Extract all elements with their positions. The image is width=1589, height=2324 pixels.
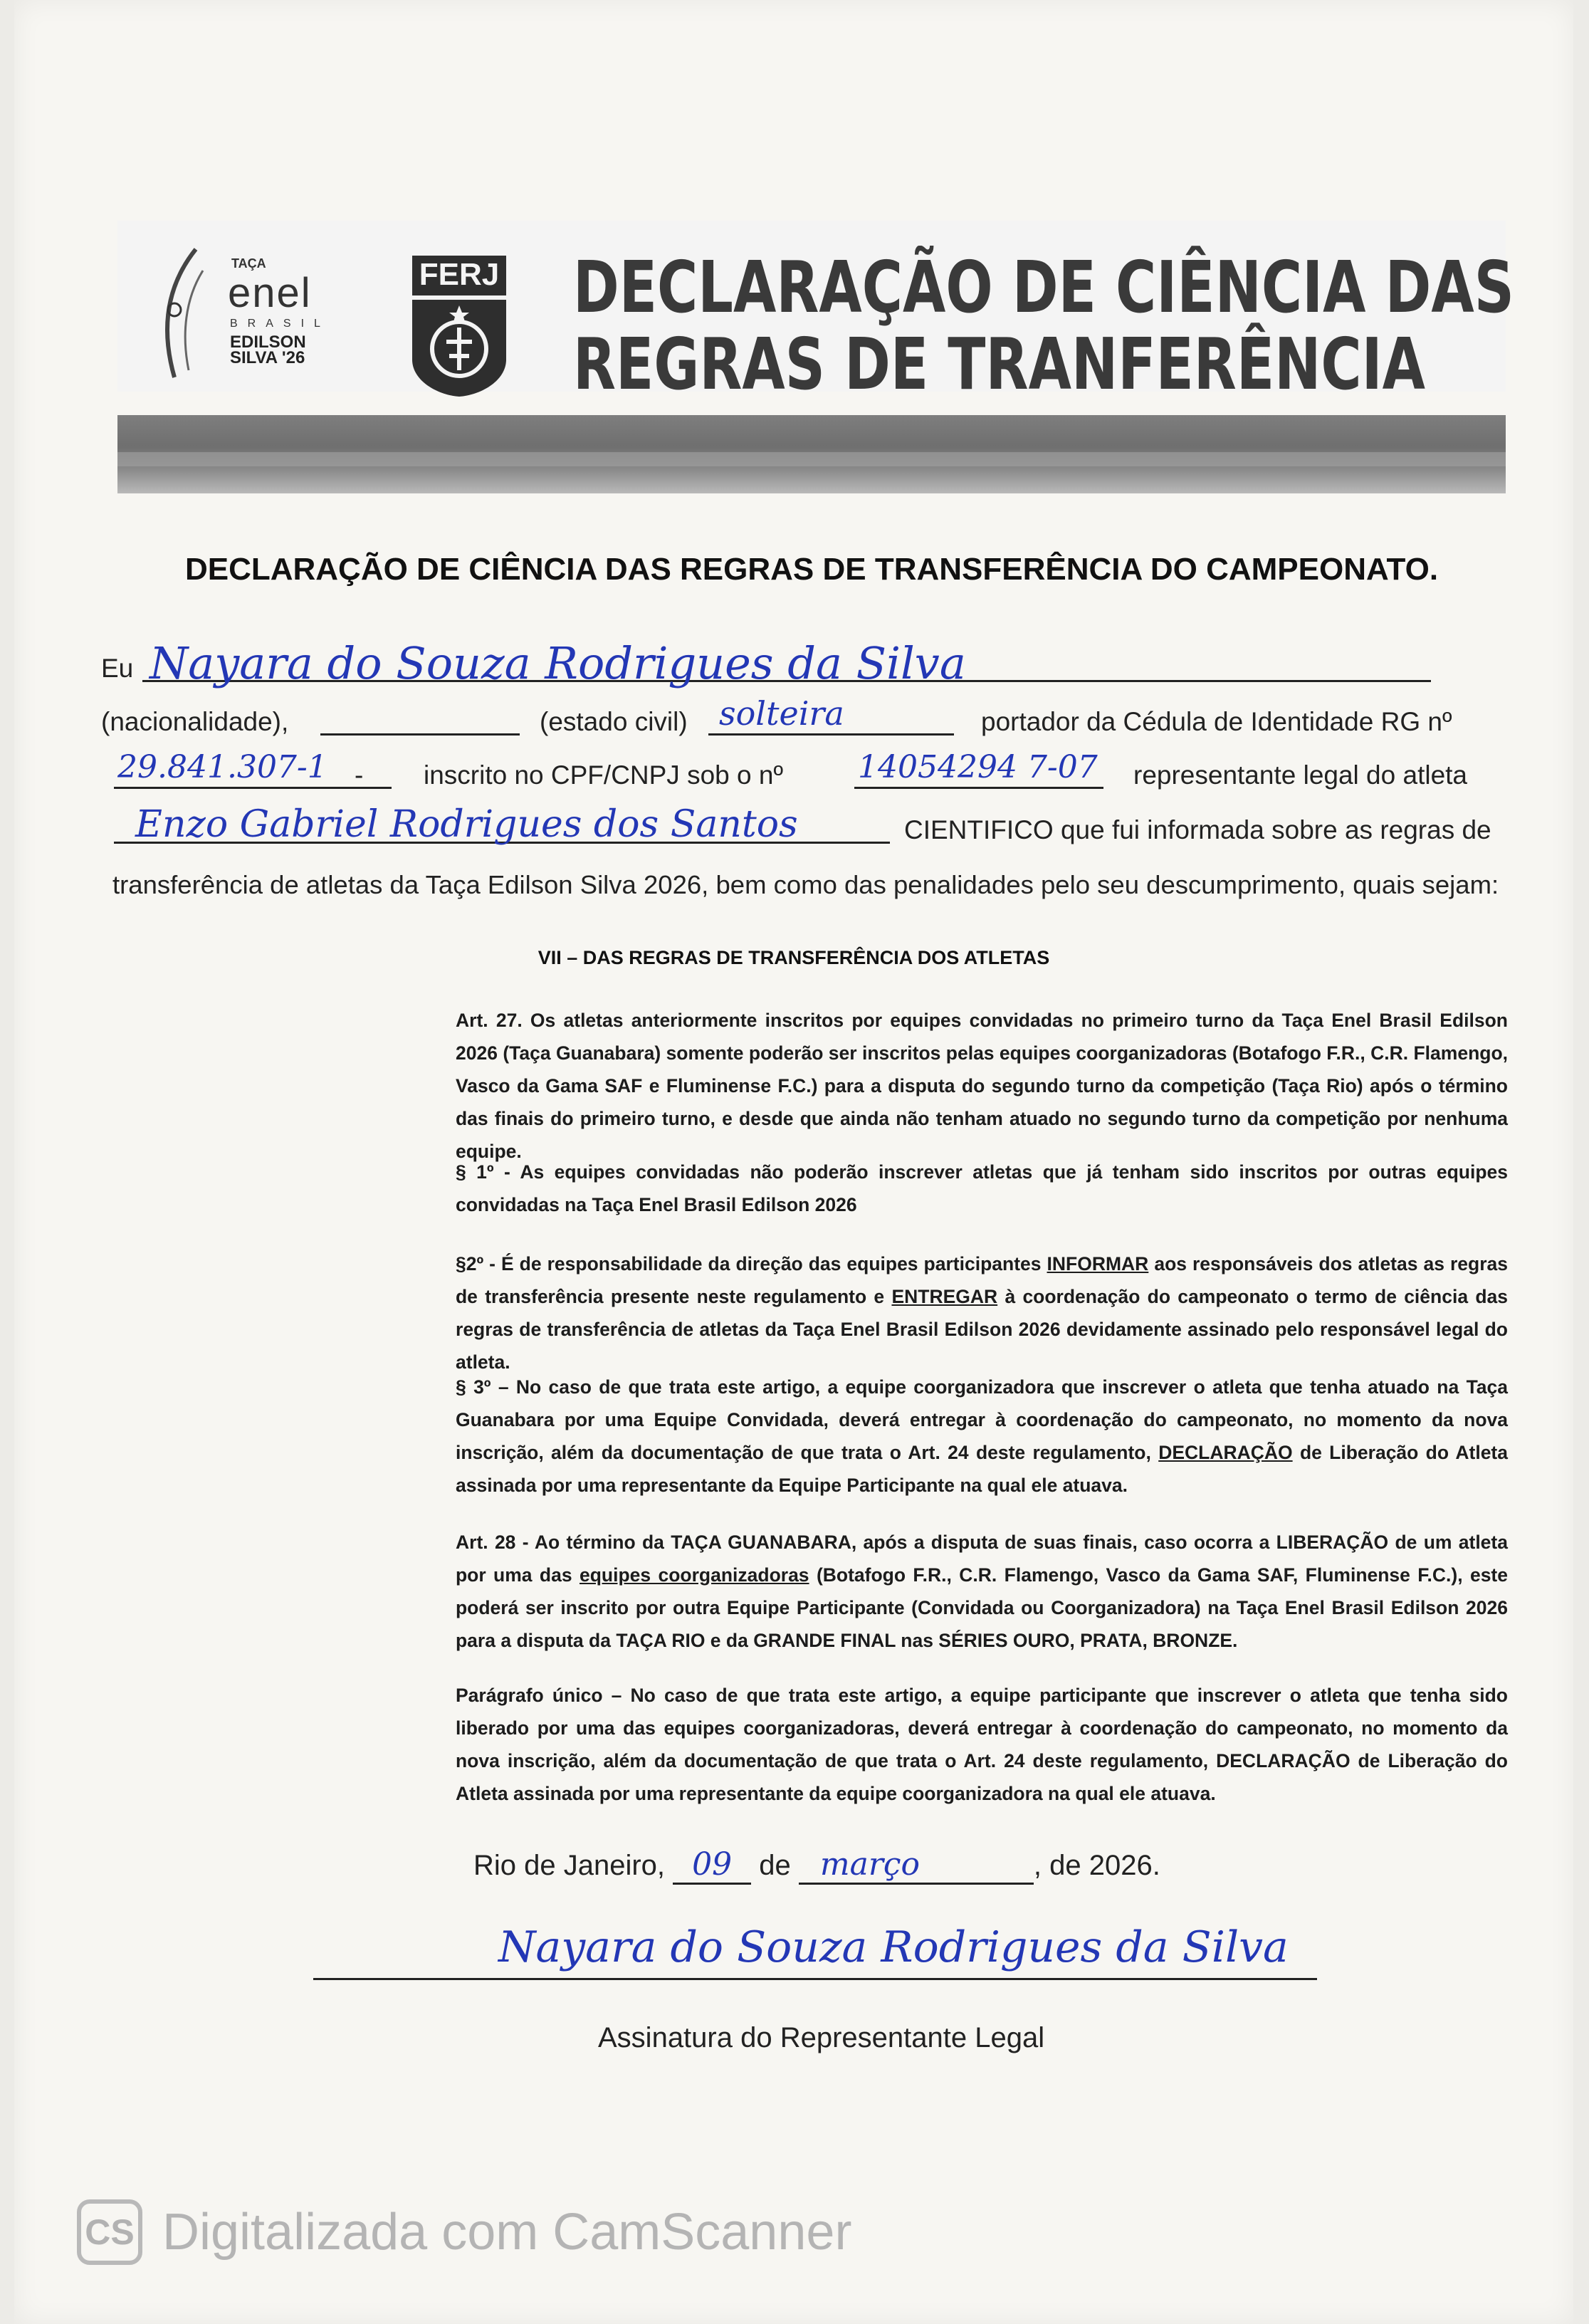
document-page [14,0,1573,2324]
cpf-label: inscrito no CPF/CNPJ sob o nº [424,760,783,790]
day-field[interactable] [673,1846,751,1885]
estado-civil-handwriting: solteira [719,694,844,733]
p3-text-a: § 3º – No caso de que trata este artigo, a equipe coorganizadora que inscrever o atleta que tenha atuado na Taça Guanabara por uma Equipe Convidada, deverá entregar à coordenação do campeonato, no momento da nova inscrição, além da documentação de que trata o Art. 24 deste regulamento, [456,1376,1508,1463]
paragraph-3 [456,1371,1508,1502]
p3-declaracao: DECLARAÇÃO [1158,1442,1293,1463]
enel-edilson-label: EDILSON SILVA '26 [230,333,306,367]
athlete-handwriting: Enzo Gabriel Rodrigues dos Santos [135,803,798,846]
art28-equipes: equipes coorganizadoras [579,1564,809,1586]
enel-taca-label: TAÇA [231,256,266,271]
date-line [473,1846,1160,1885]
p2-text-c: à coordenação do campeonato o termo de ciência das regras de transferência de atletas da Taça Enel Brasil Edilson 2026 devidamente assinado pelo responsável legal do atleta. [456,1286,1508,1373]
signature-caption: Assinatura do Representante Legal [598,2022,1045,2053]
enel-wordmark: enel [228,270,312,316]
p3-text-b: de Liberação do Atleta assinada por uma representante da Equipe Participante na qual ele atuava. [456,1442,1508,1496]
rep-label: representante legal do atleta [1133,760,1468,790]
art28-paragraph [456,1526,1508,1657]
rg-handwriting: 29.841.307-1 [117,749,327,785]
enel-cup-logo [189,256,330,377]
cpf-field[interactable] [854,787,1103,789]
date-de: de [759,1850,791,1881]
estado-civil-label: (estado civil) [540,707,688,736]
enel-swirl-icon [153,242,210,384]
enel-brasil-label: BRASIL [230,318,330,330]
signature-line[interactable] [313,1978,1317,1980]
camscanner-logo-icon: CS [77,2199,142,2265]
header-title-line1: DECLARAÇÃO DE CIÊNCIA DAS [573,246,1514,329]
signature-handwriting: Nayara do Souza Rodrigues da Silva [498,1922,1289,1972]
art28-text-a: Art. 28 - Ao término da TAÇA GUANABARA, após a disputa de suas finais, caso ocorra a LIBERAÇÃO de um atleta por uma das [456,1532,1508,1586]
header-banner [117,221,1514,406]
p2-informar: INFORMAR [1047,1253,1149,1274]
cientifico-text: CIENTIFICO que fui informada sobre as regras de [904,815,1491,844]
rg-field[interactable] [114,787,392,789]
eu-label: Eu [101,654,134,683]
month-handwriting: março [819,1846,921,1883]
p2-text-b: aos responsáveis dos atletas as regras de transferência presente neste regulamento e [456,1253,1508,1307]
header-bar-stripe [117,452,1506,466]
art28-text-b: (Botafogo F.R., C.R. Flamengo, Vasco da Gama SAF, Fluminense F.C.), este poderá ser inscrito por outra Equipe Participante (Convidada ou Coorganizadora) na Taça Enel Brasil Edilson 2026 para a disputa da TAÇA RIO e da GRANDE FINAL nas SÉRIES OURO, PRATA, BRONZE. [456,1564,1508,1651]
cpf-handwriting: 14054294 7-07 [858,749,1098,785]
paragraph-2 [456,1247,1508,1378]
p2-text-a: §2º - É de responsabilidade da direção das equipes participantes [456,1253,1042,1274]
section-title: VII – DAS REGRAS DE TRANSFERÊNCIA DOS ATLETAS [537,947,1050,968]
day-handwriting: 09 [692,1846,733,1883]
name-handwriting: Nayara do Souza Rodrigues da Silva [150,637,966,689]
header-title-line2: REGRAS DE TRANFERÊNCIA [573,323,1426,406]
paragrafo-unico: Parágrafo único – No caso de que trata este artigo, a equipe participante que inscrever o atleta que tenha sido liberado por uma das equipes coorganizadoras, deverá entregar à coordenação do campeonato, no momento da nova inscrição, além da documentação de que trata o Art. 24 deste regulamento, DECLARAÇÃO de Liberação do Atleta assinada por uma representante da equipe coorganizadora na qual ele atuava. [456,1685,1508,1804]
declaration-title: DECLARAÇÃO DE CIÊNCIA DAS REGRAS DE TRANSFERÊNCIA DO CAMPEONATO. [184,552,1439,587]
estado-civil-field[interactable] [708,733,954,736]
date-suffix: , de 2026. [1033,1850,1160,1881]
rg-label: portador da Cédula de Identidade RG nº [981,707,1452,736]
declaration-line5: transferência de atletas da Taça Edilson Silva 2026, bem como das penalidades pelo seu descumprimento, quais sejam: [112,870,1499,899]
camscanner-text: Digitalizada com CamScanner [162,2204,852,2261]
nacionalidade-field[interactable] [320,733,520,736]
nacionalidade-label: (nacionalidade), [101,707,289,736]
ferj-label: FERJ [419,257,500,292]
p2-entregar: ENTREGAR [891,1286,998,1307]
paragraph-1: § 1º - As equipes convidadas não poderão inscrever atletas que já tenham sido inscritos por outras equipes convidadas na Taça Enel Brasil Edilson 2026 [456,1161,1508,1215]
rg-suffix: - [355,760,364,790]
header-title [573,246,1514,406]
month-field[interactable] [799,1846,1034,1885]
art27-paragraph: Art. 27. Os atletas anteriormente inscritos por equipes convidadas no primeiro turno da Taça Enel Brasil Edilson 2026 (Taça Guanabara) somente poderão ser inscritos pelas equipes coorganizadoras (Botafogo F.R., C.R. Flamengo, Vasco da Gama SAF e Fluminense F.C.) para a disputa do segundo turno da competição (Taça Rio) após o término das finais do primeiro turno, e desde que ainda não tenham atuado no segundo turno da competição por nenhuma equipe. [456,1010,1508,1162]
date-prefix: Rio de Janeiro, [473,1850,666,1881]
ferj-logo [409,253,509,399]
camscanner-watermark [77,2197,851,2268]
